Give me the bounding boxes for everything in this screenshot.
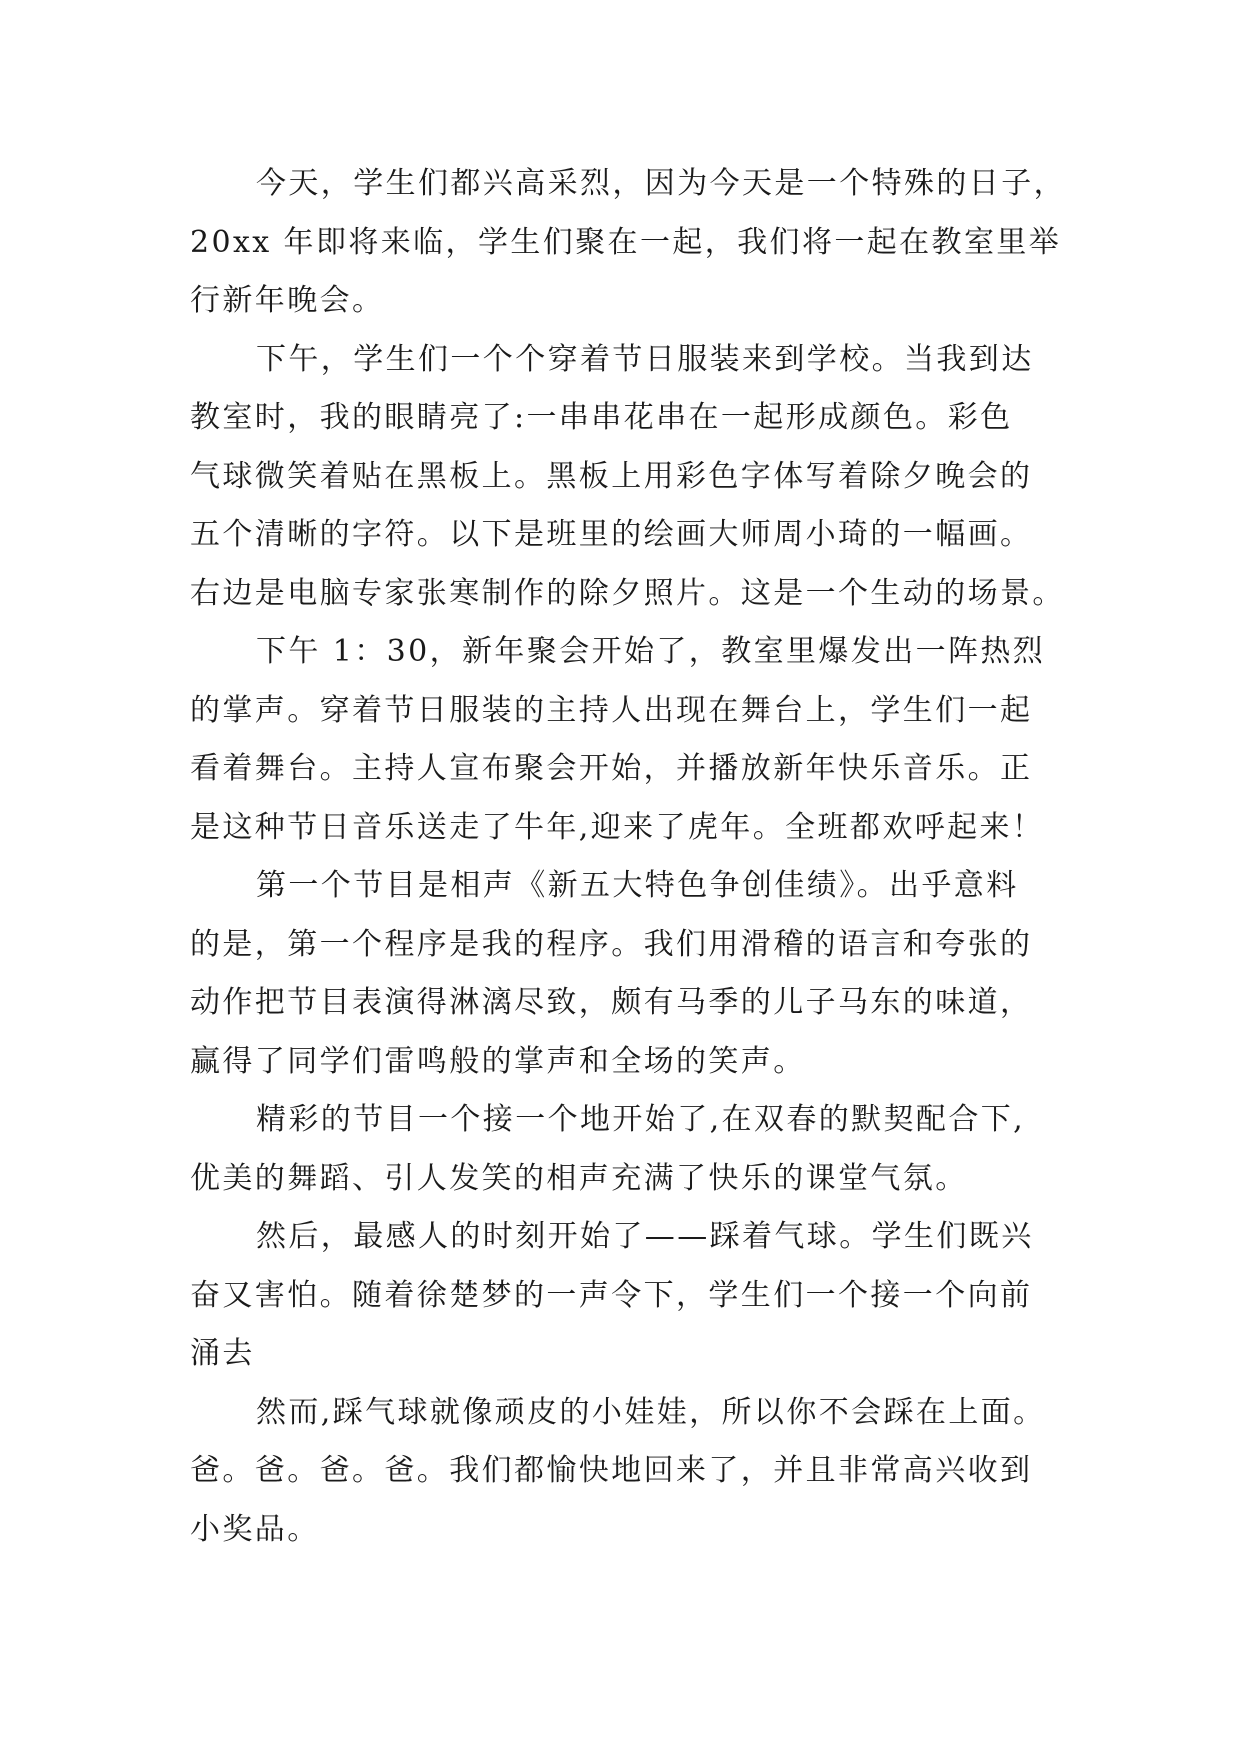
- text-line: 小奖品。: [190, 1511, 320, 1547]
- paragraph-6: [190, 1208, 1060, 1384]
- document-page: [190, 155, 1066, 1559]
- paragraph-2: [190, 331, 1065, 624]
- text-line: 教室时，我的眼睛亮了:一串串花串在一起形成颜色。彩色: [190, 400, 1013, 435]
- text-line: 第一个节目是相声《新五大特色争创佳绩》。出乎意料: [256, 868, 1019, 903]
- text-line: 下午 1：30，新年聚会开始了，教室里爆发出一阵热烈: [256, 634, 1046, 669]
- text-line: 右边是电脑专家张寒制作的除夕照片。这是一个生动的场景。: [190, 575, 1065, 611]
- paragraph-7: [190, 1384, 1060, 1560]
- text-line: 是这种节日音乐送走了牛年,迎来了虎年。全班都欢呼起来！: [190, 809, 1045, 845]
- text-line: 今天，学生们都兴高采烈，因为今天是一个特殊的日子，: [256, 166, 1066, 201]
- text-line: 涌去: [190, 1336, 255, 1371]
- text-line: 五个清晰的字符。以下是班里的绘画大师周小琦的一幅画。: [190, 517, 1033, 552]
- text-line: 赢得了同学们雷鸣般的掌声和全场的笑声。: [190, 1043, 806, 1079]
- text-line: 然后，最感人的时刻开始了——踩着气球。学生们既兴: [256, 1219, 1034, 1254]
- paragraph-3: [190, 623, 1060, 857]
- text-line: 下午，学生们一个个穿着节日服装来到学校。当我到达: [256, 341, 1034, 377]
- text-line: 动作把节目表演得淋漓尽致，颇有马季的儿子马东的味道，: [190, 985, 1033, 1020]
- text-line: 20xx 年即将来临，学生们聚在一起，我们将一起在教室里举: [190, 224, 1062, 260]
- paragraph-4: [190, 857, 1060, 1091]
- paragraph-5: [190, 1091, 1060, 1208]
- text-line: 奋又害怕。随着徐楚梦的一声令下，学生们一个接一个向前: [190, 1277, 1033, 1313]
- text-line: 精彩的节目一个接一个地开始了,在双春的默契配合下,: [256, 1102, 1026, 1137]
- text-line: 气球微笑着贴在黑板上。黑板上用彩色字体写着除夕晚会的: [190, 458, 1033, 494]
- text-line: 优美的舞蹈、引人发笑的相声充满了快乐的课堂气氛。: [190, 1160, 968, 1196]
- paragraph-1: [190, 155, 1066, 331]
- text-line: 然而,踩气球就像顽皮的小娃娃，所以你不会踩在上面。: [256, 1394, 1046, 1430]
- text-line: 看着舞台。主持人宣布聚会开始，并播放新年快乐音乐。正: [190, 751, 1033, 786]
- text-line: 爸。爸。爸。爸。我们都愉快地回来了，并且非常高兴收到: [190, 1453, 1033, 1488]
- text-line: 的是，第一个程序是我的程序。我们用滑稽的语言和夸张的: [190, 926, 1033, 962]
- text-line: 的掌声。穿着节日服装的主持人出现在舞台上，学生们一起: [190, 692, 1033, 728]
- text-line: 行新年晚会。: [190, 283, 385, 318]
